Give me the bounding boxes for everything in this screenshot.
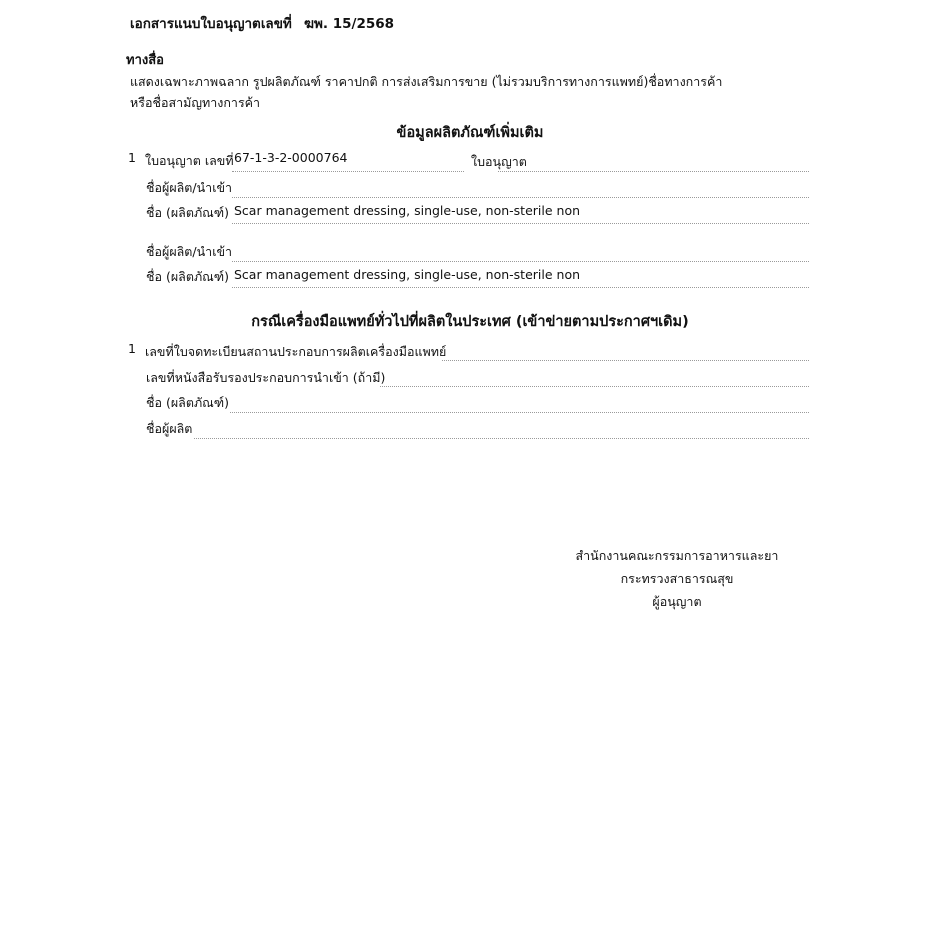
maker-value-line xyxy=(232,261,809,262)
media-heading: ทางสื่อ xyxy=(126,53,164,68)
maker-label: ชื่อผู้ผลิต xyxy=(146,421,193,436)
maker-value-line xyxy=(232,197,809,198)
maker-value-line xyxy=(194,438,809,439)
registration-value-line xyxy=(442,360,809,361)
media-description-line1: แสดงเฉพาะภาพฉลาก รูปผลิตภัณฑ์ ราคาปกติ การส่งเสริมการขาย (ไม่รวมบริการทางการแพทย์)ชื่อทางการค้า xyxy=(130,74,723,89)
section1-title: ข้อมูลผลิตภัณฑ์เพิ่มเติม xyxy=(396,125,544,141)
product-value-line xyxy=(230,412,809,413)
product-label: ชื่อ (ผลิตภัณฑ์) xyxy=(146,269,230,284)
license-value-2-line xyxy=(498,171,809,172)
section1-item-number: 1 xyxy=(128,150,136,165)
import-certificate-label: เลขที่หนังสือรับรองประกอบการนำเข้า (ถ้ามี) xyxy=(146,370,386,385)
import-certificate-value-line xyxy=(380,386,809,387)
product-label: ชื่อ (ผลิตภัณฑ์) xyxy=(146,395,230,410)
issuing-office: สำนักงานคณะกรรมการอาหารและยา xyxy=(575,548,779,563)
licensor-role: ผู้อนุญาต xyxy=(652,594,702,609)
license-number: ฆพ. 15/2568 xyxy=(304,16,395,32)
license-label: ใบอนุญาต เลขที่ xyxy=(145,153,234,168)
product-label: ชื่อ (ผลิตภัณฑ์) xyxy=(146,205,230,220)
product-value: Scar management dressing, single-use, non-sterile non xyxy=(234,203,581,218)
registration-label: เลขที่ใบจดทะเบียนสถานประกอบการผลิตเครื่องมือแพทย์ xyxy=(145,344,447,359)
product-value-line xyxy=(232,223,809,224)
section2-item-number: 1 xyxy=(128,341,136,356)
maker-label: ชื่อผู้ผลิต/นำเข้า xyxy=(146,180,233,195)
license-value-line xyxy=(232,171,464,172)
ministry: กระทรวงสาธารณสุข xyxy=(620,571,734,586)
product-value: Scar management dressing, single-use, non-sterile non xyxy=(234,267,581,282)
license-value: 67-1-3-2-0000764 xyxy=(234,150,348,165)
section2-title: กรณีเครื่องมือแพทย์ทั่วไปที่ผลิตในประเทศ (เข้าข่ายตามประกาศฯเดิม) xyxy=(251,314,689,330)
license-label-2: ใบอนุญาต xyxy=(471,154,527,169)
media-description-line2: หรือชื่อสามัญทางการค้า xyxy=(130,95,261,110)
maker-label: ชื่อผู้ผลิต/นำเข้า xyxy=(146,244,233,259)
product-value-line xyxy=(232,287,809,288)
document-title: เอกสารแนบใบอนุญาตเลขที่ xyxy=(130,16,292,32)
